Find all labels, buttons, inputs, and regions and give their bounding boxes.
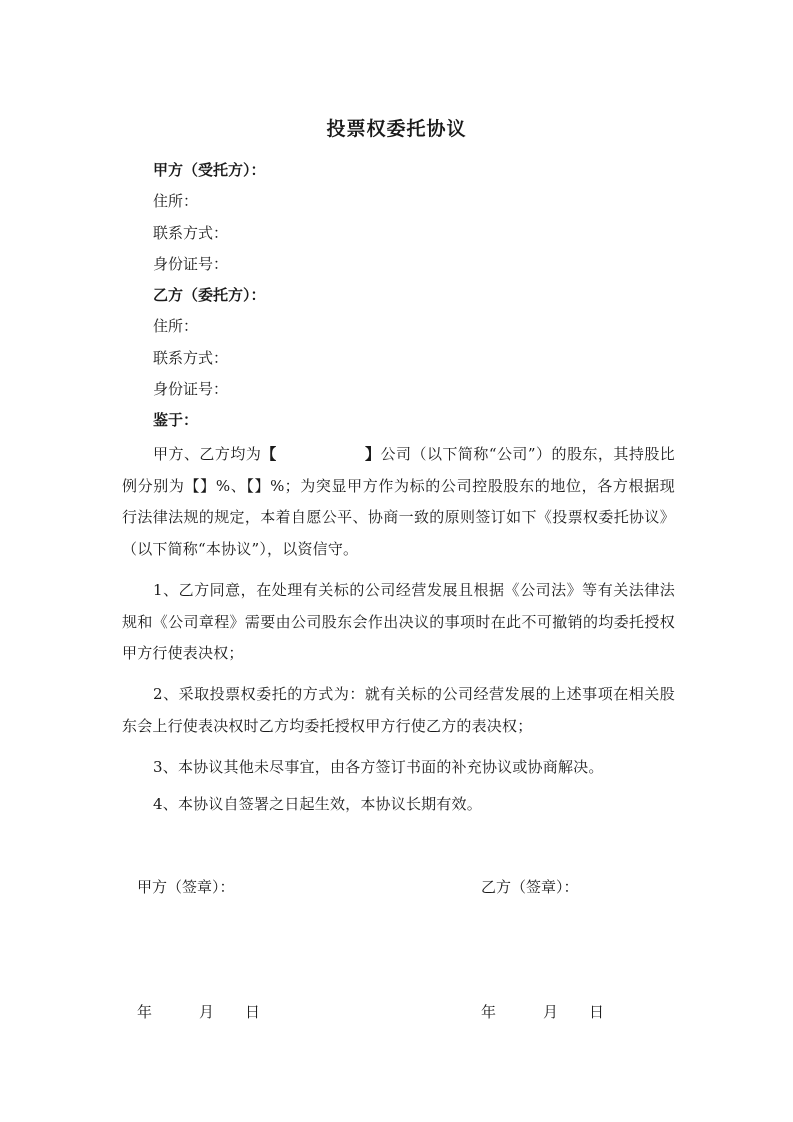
whereas-text-2: 公司（以下简称“公司”）的股东，其持股比例分别为 (122, 445, 676, 495)
clause-4: 4、本协议自签署之日起生效，本协议长期有效。 (153, 795, 482, 813)
party-a-month-label: 月 (199, 1003, 215, 1021)
party-b-id-label: 身份证号： (153, 380, 229, 398)
whereas-text-3: ；为突显甲方作为标的公司控股股东的地位，各方根据现行法律法规的规定，本着自愿公平、协商一致的原则签订如下《投票权委托协议》（以下简称“本协议”），以资信守。 (122, 476, 676, 558)
party-b-date (481, 1002, 604, 1022)
party-b-day-label: 日 (589, 1003, 605, 1021)
whereas-heading: 鉴于： (153, 411, 199, 429)
party-a-contact-label: 联系方式： (153, 224, 229, 242)
party-b-contact-label: 联系方式： (153, 349, 229, 367)
company-name-bracket-close: 】 (364, 445, 381, 463)
document-title: 投票权委托协议 (326, 118, 467, 140)
clause-2: 2、采取投票权委托的方式为：就有关标的公司经营发展的上述事项在相关股东会上行使表决权时乙方均委托授权甲方行使乙方的表决权； (122, 685, 675, 735)
party-b-signature-label: 乙方（签章）： (481, 878, 579, 896)
party-a-signature-label: 甲方（签章）： (137, 878, 235, 896)
company-name-bracket-open: 【 (261, 445, 277, 463)
clause-3: 3、本协议其他未尽事宜，由各方签订书面的补充协议或协商解决。 (153, 758, 604, 776)
clause-1: 1、乙方同意，在处理有关标的公司经营发展且根据《公司法》等有关法律法规和《公司章程》需要由公司股东会作出决议的事项时在此不可撤销的均委托授权甲方行使表决权； (122, 581, 675, 662)
percentage-separator: 、 (230, 476, 247, 495)
party-a-id-label: 身份证号： (153, 255, 229, 273)
party-a-heading: 甲方（受托方）： (153, 161, 266, 179)
party-a-date (137, 1002, 260, 1022)
whereas-text-1: 甲方、乙方均为 (153, 445, 262, 463)
party-a-day-label: 日 (245, 1003, 261, 1021)
party-a-percentage: 【】% (184, 476, 231, 495)
party-b-percentage: 【】% (246, 476, 285, 495)
whereas-paragraph (122, 439, 675, 565)
party-b-heading: 乙方（委托方）： (153, 286, 266, 304)
party-b-address-label: 住所： (153, 317, 199, 335)
party-b-month-label: 月 (543, 1003, 559, 1021)
party-b-year-label: 年 (481, 1003, 497, 1021)
party-a-address-label: 住所： (153, 192, 199, 210)
party-a-year-label: 年 (137, 1003, 153, 1021)
